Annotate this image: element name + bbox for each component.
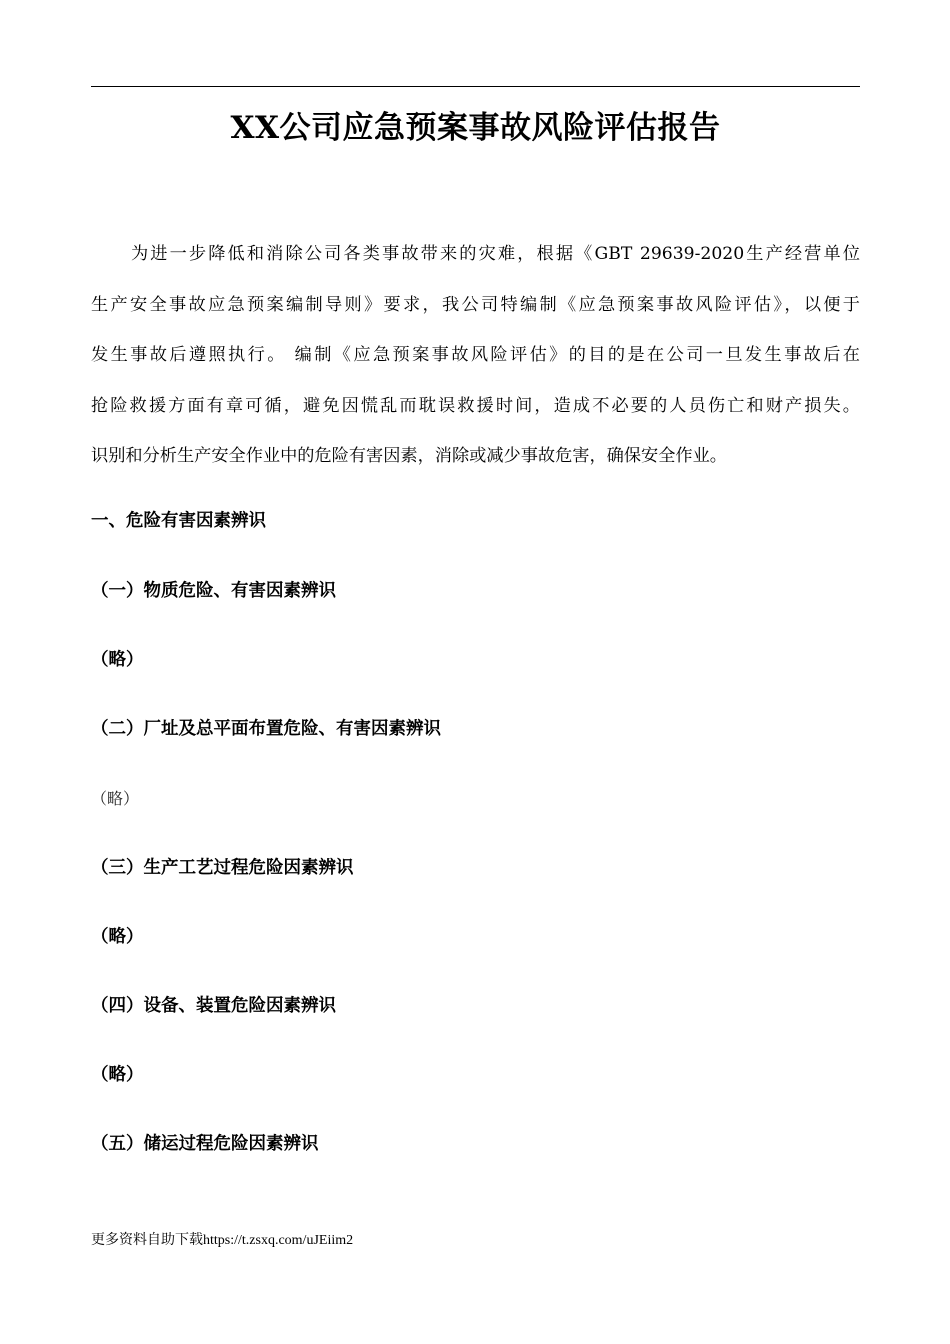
subheading-process-hazards: （三）生产工艺过程危险因素辨识	[91, 858, 354, 878]
document-title: XX公司应急预案事故风险评估报告	[230, 110, 721, 146]
intro-line-3: 发生事故后遵照执行。 编制《应急预案事故风险评估》的目的是在公司一旦发生事故后在	[91, 345, 860, 365]
intro-paragraph	[91, 231, 860, 484]
subheading-material-hazards: （一）物质危险、有害因素辨识	[91, 581, 336, 601]
equipment-hazards-body: （略）	[91, 1065, 144, 1085]
subheading-storage-transport-hazards: （五）储运过程危险因素辨识	[91, 1134, 319, 1154]
footer-label: 更多资料自助下载	[91, 1232, 203, 1248]
page-footer	[91, 1230, 353, 1251]
subheading-site-layout-hazards: （二）厂址及总平面布置危险、有害因素辨识	[91, 719, 441, 739]
intro-line-4: 抢险救援方面有章可循，避免因慌乱而耽误救援时间，造成不必要的人员伤亡和财产损失。	[91, 395, 860, 416]
footer-download-link[interactable]: https://t.zsxq.com/uJEiim2	[203, 1233, 354, 1248]
intro-line-2: 生产安全事故应急预案编制导则》要求，我公司特编制《应急预案事故风险评估》，以便于	[91, 294, 860, 315]
site-layout-hazards-body: （略）	[91, 789, 140, 808]
intro-line-5: 识别和分析生产安全作业中的危险有害因素，消除或减少事故危害，确保安全作业。	[91, 446, 727, 466]
intro-line-1: 为进一步降低和消除公司各类事故带来的灾难，根据《GBT 29639-2020生产经营单位	[131, 244, 860, 264]
material-hazards-body: （略）	[91, 650, 144, 670]
subheading-equipment-hazards: （四）设备、装置危险因素辨识	[91, 996, 336, 1016]
heading-hazard-identification: 一、危险有害因素辨识	[91, 511, 266, 531]
process-hazards-body: （略）	[91, 927, 144, 947]
header-rule	[91, 86, 860, 87]
